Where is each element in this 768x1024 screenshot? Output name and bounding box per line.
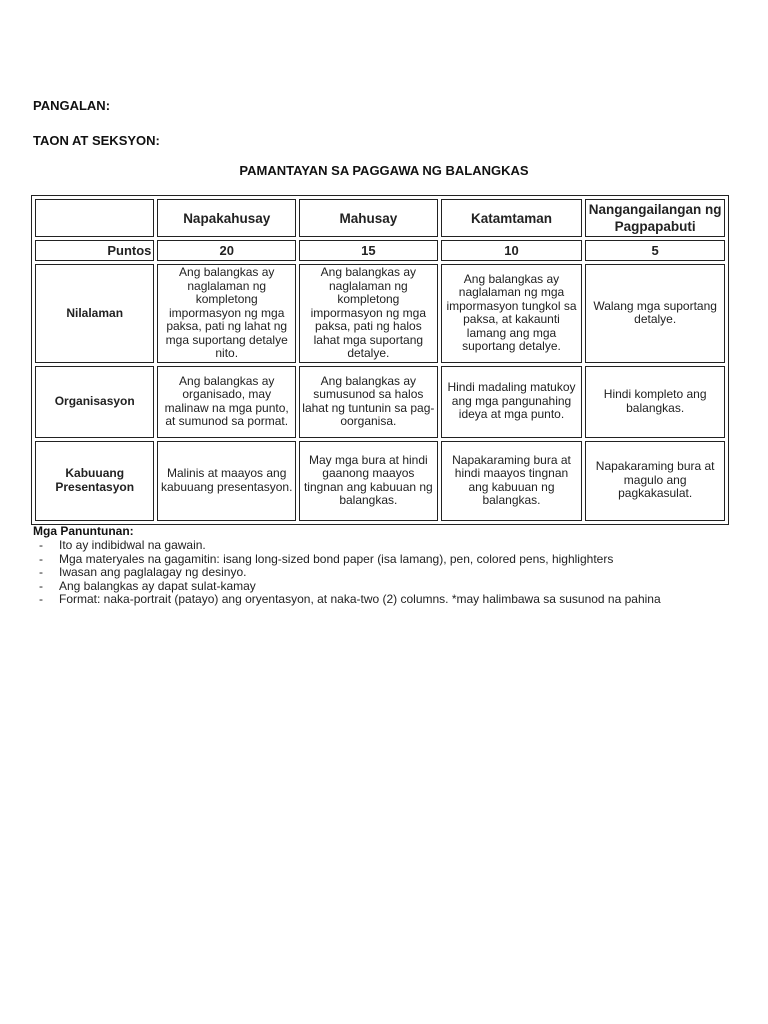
criterion-label: Kabuuang Presentasyon	[35, 441, 154, 521]
rubric-cell: Napakaraming bura at hindi maayos tingnan ang kabuuan ng balangkas.	[441, 441, 583, 521]
bullet-dash: -	[39, 578, 43, 593]
rubric-cell: Hindi madaling matukoy ang mga pangunahing ideya at mga punto.	[441, 366, 583, 438]
rubric-header-level: Napakahusay	[157, 199, 296, 237]
guidelines-list	[33, 539, 733, 607]
rubric-header-corner	[35, 199, 154, 237]
rubric-header-level: Mahusay	[299, 199, 438, 237]
year-section-field-label: TAON AT SEKSYON:	[33, 133, 160, 148]
rubric-header-level: Katamtaman	[441, 199, 583, 237]
rubric-cell: Ang balangkas ay organisado, may malinaw na mga punto, at sumunod sa pormat.	[157, 366, 296, 438]
guideline-text: Mga materyales na gagamitin: isang long-sized bond paper (isa lamang), pen, colored pens, highlighters	[59, 551, 614, 566]
guideline-text: Format: naka-portrait (patayo) ang oryentasyon, at naka-two (2) columns. *may halimbawa sa susunod na pahina	[59, 592, 661, 606]
list-item	[33, 566, 733, 580]
rubric-cell: Walang mga suportang detalye.	[585, 264, 725, 363]
name-field-label: PANGALAN:	[33, 98, 111, 113]
guideline-text: Ito ay indibidwal na gawain.	[59, 538, 206, 552]
list-item	[33, 539, 733, 553]
bullet-dash: -	[39, 592, 43, 606]
points-label: Puntos	[35, 240, 154, 261]
points-value: 10	[441, 240, 583, 261]
rubric-header-level: Nangangailangan ng Pagpapabuti	[585, 199, 725, 237]
guideline-text: Ang balangkas ay dapat sulat-kamay	[59, 578, 256, 593]
guidelines-section	[33, 524, 733, 607]
bullet-dash: -	[39, 565, 43, 579]
rubric-row-kabuuang-presentasyon	[35, 441, 725, 521]
rubric-points-row	[35, 240, 725, 261]
rubric-cell: Napakaraming bura at magulo ang pagkakasulat.	[585, 441, 725, 521]
list-item	[33, 553, 733, 567]
bullet-dash: -	[39, 551, 43, 566]
rubric-cell: Ang balangkas ay naglalaman ng kompletong impormasyon ng mga paksa, pati ng halos lahat mga suportang detalye.	[299, 264, 438, 363]
guideline-text: Iwasan ang paglalagay ng desinyo.	[59, 565, 247, 579]
rubric-cell: Ang balangkas ay naglalaman ng kompletong impormasyon ng mga paksa, pati ng lahat ng mga suportang detalye nito.	[157, 264, 296, 363]
points-value: 20	[157, 240, 296, 261]
guidelines-title: Mga Panuntunan:	[33, 524, 134, 538]
rubric-row-organisasyon	[35, 366, 725, 438]
criterion-label: Nilalaman	[35, 264, 154, 363]
list-item	[33, 593, 733, 607]
rubric-cell: Ang balangkas ay naglalaman ng mga impormasyon tungkol sa paksa, at kakaunti lamang ang mga suportang detalye.	[441, 264, 583, 363]
list-item	[33, 580, 733, 594]
rubric-cell: Malinis at maayos ang kabuuang presentasyon.	[157, 441, 296, 521]
rubric-cell: May mga bura at hindi gaanong maayos tingnan ang kabuuan ng balangkas.	[299, 441, 438, 521]
rubric-row-nilalaman	[35, 264, 725, 363]
criterion-label: Organisasyon	[35, 366, 154, 438]
rubric-header-row	[35, 199, 725, 237]
bullet-dash: -	[39, 538, 43, 552]
rubric-table	[31, 195, 729, 525]
rubric-cell: Hindi kompleto ang balangkas.	[585, 366, 725, 438]
document-title: PAMANTAYAN SA PAGGAWA NG BALANGKAS	[239, 163, 529, 178]
points-value: 5	[585, 240, 725, 261]
rubric-cell: Ang balangkas ay sumusunod sa halos lahat ng tuntunin sa pag-oorganisa.	[299, 366, 438, 438]
points-value: 15	[299, 240, 438, 261]
